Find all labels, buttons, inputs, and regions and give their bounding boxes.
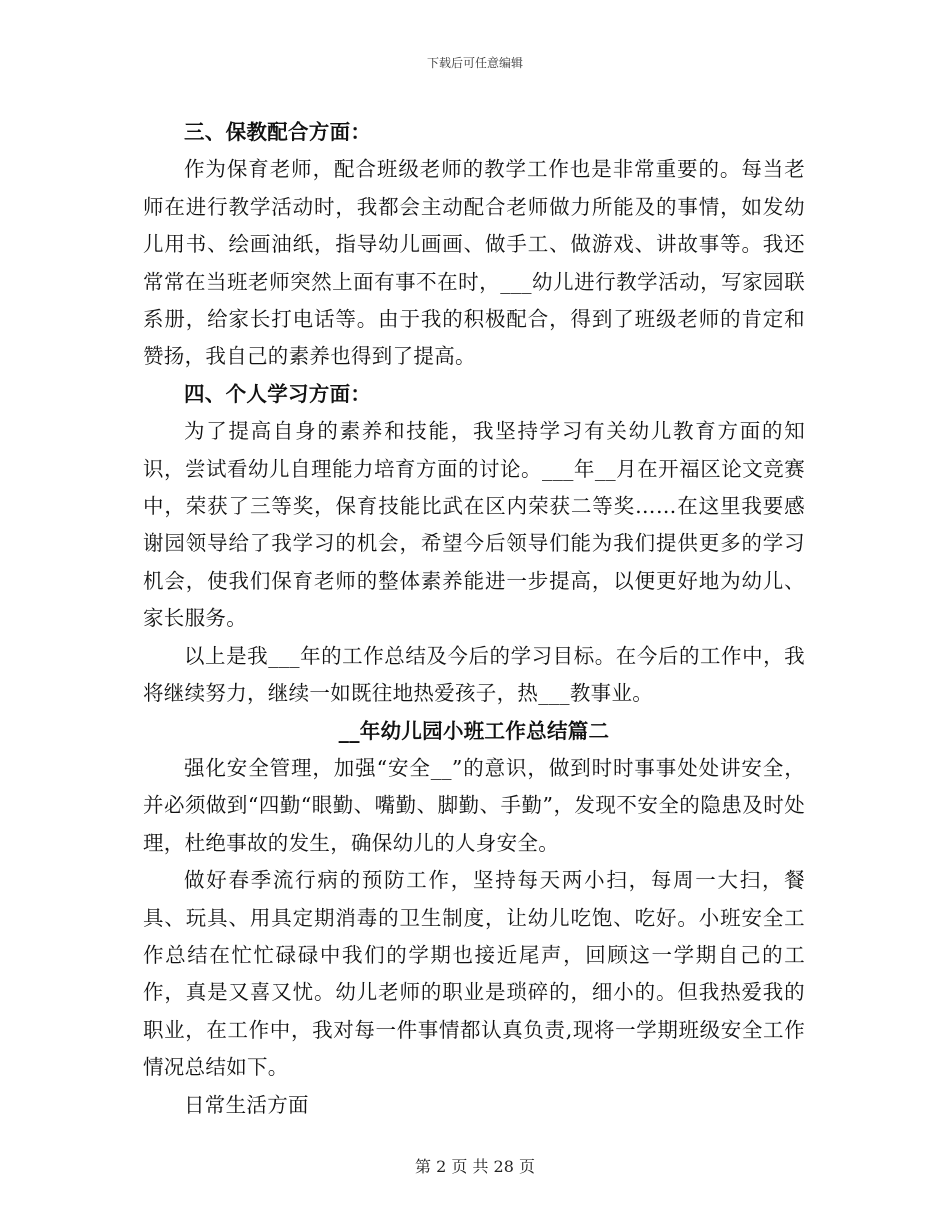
section-heading-3: 三、保教配合方面： bbox=[184, 120, 372, 144]
header-note: 下载后可任意编辑 bbox=[426, 56, 523, 70]
paragraph-cooperation: 作为保育老师，配合班级老师的教学工作也是非常重要的。每当老师在进行教学活动时，我都会主动配合老师做力所能及的事情，如发幼儿用书、绘画油纸，指导幼儿画画、做手工、做游戏、讲故事等。我还常常在当班老师突然上面有事不在时，___幼儿进行教学活动，写家园联系册，给家长打电话等。由于我的积极配合，得到了班级老师的肯定和赞扬，我自己的素养也得到了提高。 bbox=[143, 157, 805, 369]
paragraph-conclusion: 以上是我___年的工作总结及今后的学习目标。在今后的工作中，我将继续努力，继续一如既往地热爱孩子，热___教事业。 bbox=[143, 643, 805, 706]
paragraph-daily-life: 日常生活方面 bbox=[184, 1092, 309, 1117]
paragraph-prevention: 做好春季流行病的预防工作，坚持每天两小扫，每周一大扫，餐具、玩具、用具定期消毒的卫生制度，让幼儿吃饱、吃好。小班安全工作总结在忙忙碌碌中我们的学期也接近尾声，回顾这一学期自己的工作，真是又喜又忧。幼儿老师的职业是琐碎的，细小的。但我热爱我的职业，在工作中，我对每一件事情都认真负责,现将一学期班级安全工作情况总结如下。 bbox=[143, 868, 805, 1080]
document-body bbox=[143, 114, 805, 1124]
paragraph-safety: 强化安全管理，加强“安全__”的意识，做到时时事事处处讲安全，并必须做到“四勤“眼勤、嘴勤、脚勤、手勤”，发现不安全的隐患及时处理，杜绝事故的发生，确保幼儿的人身安全。 bbox=[143, 755, 805, 855]
section-heading-4: 四、个人学习方面： bbox=[184, 381, 372, 406]
paragraph-learning: 为了提高自身的素养和技能，我坚持学习有关幼儿教育方面的知识，尝试看幼儿自理能力培育方面的讨论。___年__月在开福区论文竞赛中，荣获了三等奖，保育技能比武在区内荣获二等奖……在这里我要感谢园领导给了我学习的机会，希望今后领导们能为我们提供更多的学习机会，使我们保育老师的整体素养能进一步提高，以便更好地为幼儿、家长服务。 bbox=[143, 419, 805, 631]
page-number: 第 2 页 共 28 页 bbox=[415, 1157, 535, 1176]
article-title: __年幼儿园小班工作总结篇二 bbox=[338, 718, 610, 743]
